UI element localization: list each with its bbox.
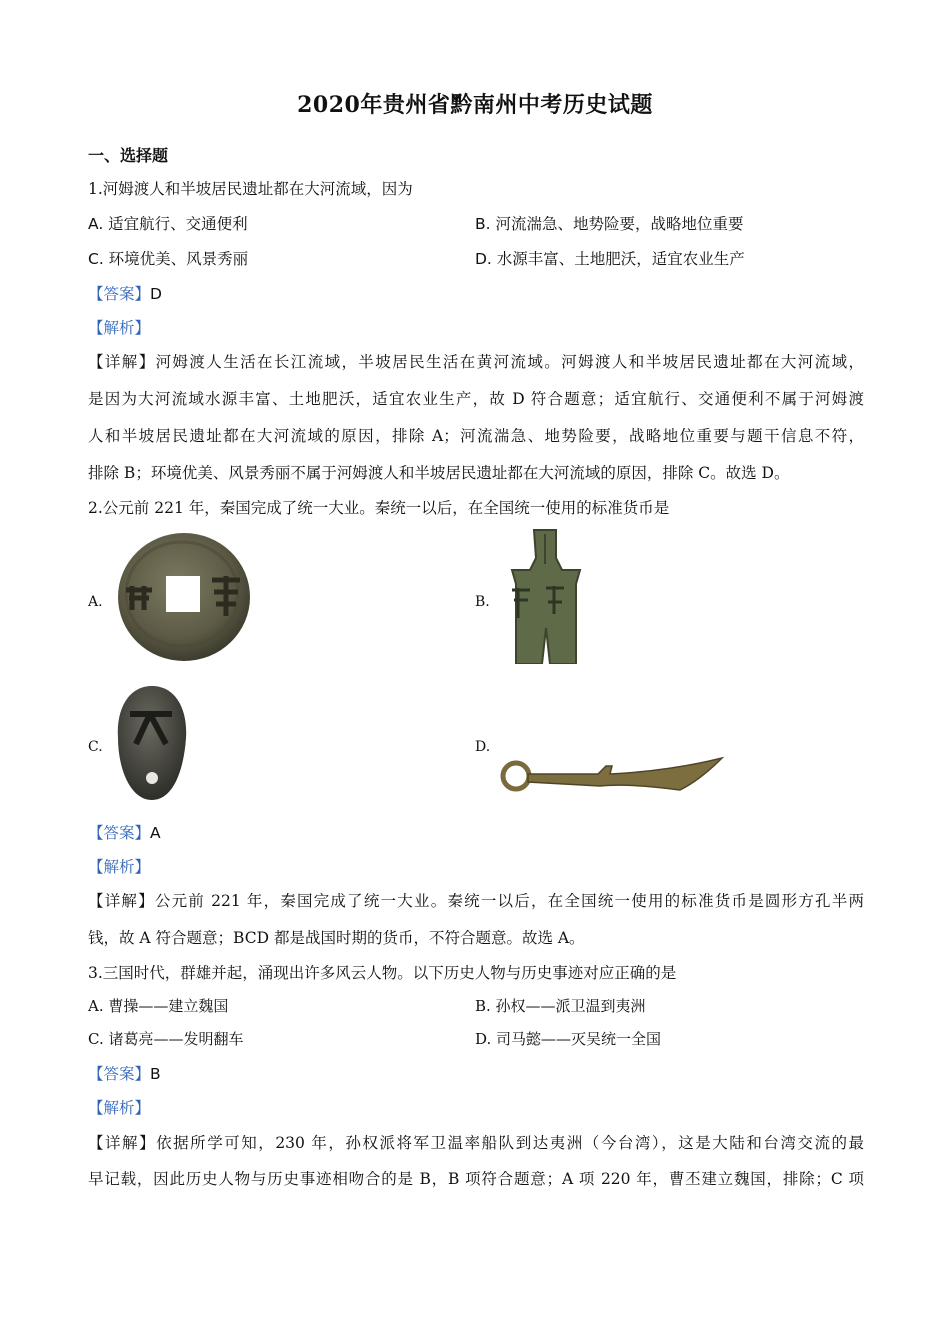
q2-detail-line: 钱，故 A 符合题意；BCD 都是战国时期的货币，不符合题意。故选 A。 [88,929,585,947]
q3-option-c: C. 诸葛亮——发明翻车 [88,1030,244,1048]
detail-tag: 【详解】 [88,1134,157,1152]
q3-detail-line [88,1131,864,1153]
detail-text: 依据所学可知，230 年，孙权派将军卫温率船队到达夷洲（今台湾），这是大陆和台湾交流的最 [156,1134,864,1152]
answer-tag: 【答案】 [88,1065,151,1083]
q2-option-a-label: A. [88,594,103,610]
q3-option-b: B. 孙权——派卫温到夷洲 [475,997,646,1015]
detail-text: 公元前 221 年，秦国完成了统一大业。秦统一以后，在全国统一使用的标准货币是圆形方孔半两 [154,892,864,910]
section-heading: 一、选择题 [88,146,169,165]
antnose-money-image [112,684,192,804]
answer-value: B [150,1065,161,1083]
banliang-coin-image [112,530,257,665]
page-title: 2020年贵州省黔南州中考历史试题 [297,92,653,118]
q1-detail-line [88,350,864,372]
q1-option-d: D. 水源丰富、土地肥沃，适宜农业生产 [475,250,745,268]
q2-analysis-tag: 【解析】 [88,858,151,876]
q2-option-d-label: D. [475,739,491,755]
q3-answer [88,1062,161,1084]
detail-text: 河姆渡人生活在长江流域，半坡居民生活在黄河流域。河姆渡人和半坡居民遗址都在大河流域， [155,353,864,371]
q1-option-b: B. 河流湍急、地势险要，战略地位重要 [475,215,744,233]
q1-stem: 1.河姆渡人和半坡居民遗址都在大河流域，因为 [88,180,413,198]
q1-answer [88,282,162,304]
spade-money-image [500,528,590,664]
q2-option-c-label: C. [88,739,103,755]
q3-detail-line: 早记载，因此历史人物与历史事迹相吻合的是 B，B 项符合题意；A 项 220 年，曹丕建立魏国，排除；C 项 [88,1170,864,1188]
q1-detail-line: 排除 B；环境优美、风景秀丽不属于河姆渡人和半坡居民遗址都在大河流域的原因，排除 C。故选 D。 [88,464,790,482]
q3-stem: 3.三国时代，群雄并起，涌现出许多风云人物。以下历史人物与历史事迹对应正确的是 [88,964,677,982]
q1-detail-line: 是因为大河流域水源丰富、土地肥沃，适宜农业生产，故 D 符合题意；适宜航行、交通便利不属于河姆渡 [88,390,864,408]
knife-money-image [500,752,724,804]
detail-tag: 【详解】 [88,892,155,910]
q1-detail-line: 人和半坡居民遗址都在大河流域的原因，排除 A；河流湍急、地势险要，战略地位重要与题干信息不符， [88,427,864,445]
q1-analysis-tag: 【解析】 [88,319,151,337]
detail-tag: 【详解】 [88,353,156,371]
q2-detail-line [88,889,864,911]
answer-value: A [150,824,161,842]
q3-analysis-tag: 【解析】 [88,1099,151,1117]
q3-option-a: A. 曹操——建立魏国 [88,997,229,1015]
answer-tag: 【答案】 [88,824,151,842]
q1-option-a: A. 适宜航行、交通便利 [88,215,248,233]
answer-value: D [150,285,162,303]
answer-tag: 【答案】 [88,285,151,303]
q1-option-c: C. 环境优美、风景秀丽 [88,250,249,268]
q3-option-d: D. 司马懿——灭吴统一全国 [475,1030,662,1048]
q2-answer [88,821,161,843]
q2-stem: 2.公元前 221 年，秦国完成了统一大业。秦统一以后，在全国统一使用的标准货币是 [88,499,670,517]
q2-option-b-label: B. [475,594,490,610]
